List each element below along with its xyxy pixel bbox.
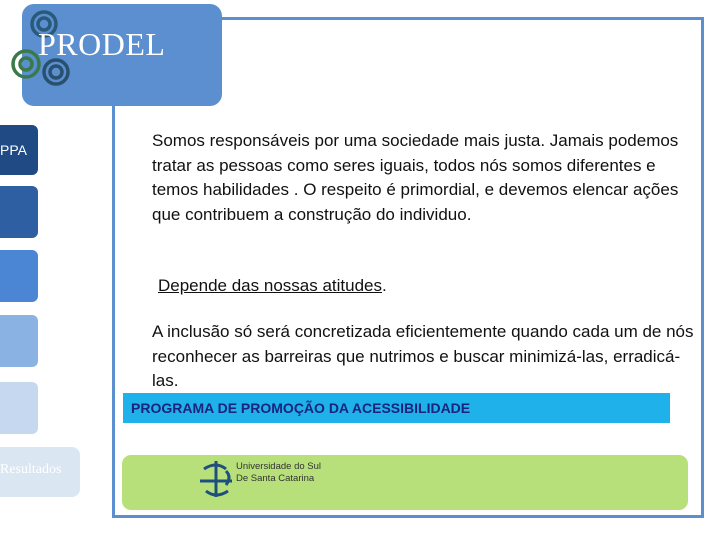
sidebar-item-2[interactable] bbox=[0, 186, 38, 238]
footer-box bbox=[122, 455, 688, 510]
paragraph-responsibility: Somos responsáveis por uma sociedade mais justa. Jamais podemos tratar as pessoas como seres iguais, todos nós somos diferentes e temos habilidades . O respeito é primordial, e devemos elencar ações que contribuem a construção do individuo. bbox=[152, 131, 679, 224]
sidebar-item-3[interactable] bbox=[0, 250, 38, 302]
unisul-logo-icon bbox=[196, 457, 236, 501]
sidebar-item-ppa-label: PPA bbox=[0, 142, 27, 158]
university-line1: Universidade do Sul bbox=[236, 461, 322, 472]
app-title: PRODEL bbox=[38, 26, 166, 62]
paragraph-attitudes bbox=[158, 274, 703, 299]
university-line2: De Santa Catarina bbox=[236, 473, 315, 484]
university-name bbox=[236, 461, 321, 485]
attitudes-period: . bbox=[382, 276, 387, 295]
sidebar-item-5[interactable] bbox=[0, 382, 38, 434]
paragraph-inclusion: A inclusão só será concretizada eficientemente quando cada um de nós reconhecer as barreiras que nutrimos e buscar minimizá-las, erradicá-las. bbox=[152, 322, 694, 390]
program-banner-text: PROGRAMA DE PROMOÇÃO DA ACESSIBILIDADE bbox=[131, 400, 471, 416]
program-banner bbox=[123, 393, 670, 423]
sidebar-item-4[interactable] bbox=[0, 315, 38, 367]
sidebar-item-resultados-label: Resultados bbox=[0, 462, 62, 477]
attitudes-underlined-text: Depende das nossas atitudes bbox=[158, 276, 382, 295]
